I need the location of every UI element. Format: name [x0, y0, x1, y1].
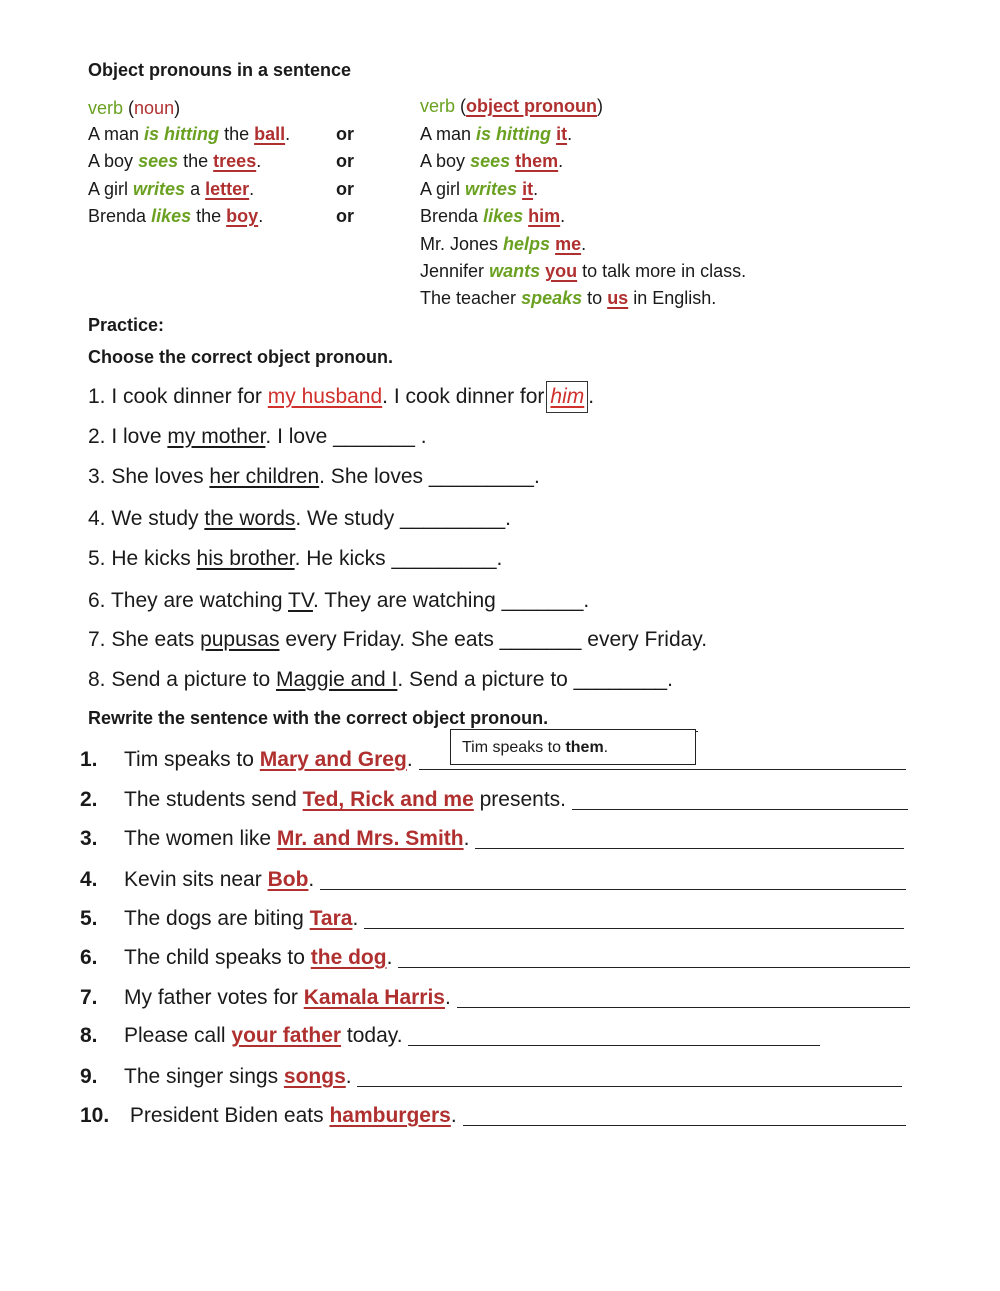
practice-prefix: 1. I cook dinner for — [88, 385, 268, 408]
example-subject: Mr. Jones — [420, 234, 499, 254]
right-example-row — [420, 150, 563, 172]
example-subject: A boy — [88, 151, 134, 171]
page-title: Object pronouns in a sentence — [88, 60, 352, 80]
example-noun: letter — [205, 179, 250, 199]
practice-prefix: 2. I love — [88, 425, 168, 448]
example-article: the — [196, 206, 222, 226]
example-pronoun: them — [515, 151, 559, 171]
practice-suffix: . They are watching _______. — [312, 589, 590, 612]
example-answer-box: Tim speaks to them. — [450, 729, 696, 765]
rewrite-prefix: The singer sings — [124, 1065, 284, 1088]
example-rest: . — [560, 206, 566, 226]
practice-prefix: 3. She loves — [88, 465, 210, 488]
example-article: a — [190, 179, 201, 199]
example-subject: A man — [420, 124, 472, 144]
practice-prefix: 8. Send a picture to — [88, 668, 276, 691]
example-verb: helps — [503, 234, 551, 254]
example-preposition: to — [587, 288, 603, 308]
practice-noun: TV — [288, 589, 313, 612]
answer-blank[interactable] — [364, 906, 904, 929]
practice-item — [88, 381, 594, 413]
practice-suffix: . She loves _________. — [319, 465, 540, 488]
practice-item — [88, 588, 589, 614]
example-subject: Jennifer — [420, 261, 485, 281]
example-article: the — [224, 124, 250, 144]
right-column-header: verb (object pronoun) — [420, 96, 604, 116]
noun-label: noun — [134, 98, 175, 118]
or-label: or — [336, 124, 354, 144]
example-period: . — [249, 179, 255, 199]
rewrite-item — [80, 786, 920, 814]
right-example-row — [420, 123, 572, 145]
rewrite-number: 4. — [80, 868, 98, 891]
example-rest: to talk more in class. — [577, 261, 747, 281]
rewrite-number: 5. — [80, 907, 98, 930]
practice-prefix: 5. He kicks — [88, 547, 197, 570]
rewrite-number: 1. — [80, 748, 98, 771]
practice-noun: my husband — [267, 385, 383, 408]
rewrite-item — [80, 1063, 920, 1091]
example-rest: in English. — [628, 288, 717, 308]
example-verb: sees — [138, 151, 179, 171]
rewrite-prefix: President Biden eats — [124, 1104, 330, 1127]
example-period: . — [285, 124, 291, 144]
rewrite-target: Bob — [267, 868, 309, 891]
rewrite-prefix: Please call — [124, 1024, 232, 1047]
rewrite-number: 8. — [80, 1024, 98, 1047]
rewrite-number: 9. — [80, 1065, 98, 1088]
rewrite-prefix: The dogs are biting — [124, 907, 310, 930]
rewrite-item — [80, 1022, 920, 1050]
left-example-row — [88, 205, 263, 227]
practice-prefix: 7. She eats — [88, 628, 201, 651]
right-example-row — [420, 178, 538, 200]
answer-blank[interactable] — [475, 826, 904, 849]
rewrite-number: 3. — [80, 827, 98, 850]
practice-item — [88, 627, 707, 653]
example-pronoun: it — [522, 179, 534, 199]
object-pronoun-label: object pronoun — [466, 96, 598, 116]
rewrite-prefix: My father votes for — [124, 986, 304, 1009]
rewrite-suffix: . — [406, 748, 413, 771]
right-example-row — [420, 260, 746, 282]
example-pronoun: him — [528, 206, 561, 226]
practice-suffix: . I love _______ . — [265, 425, 427, 448]
rewrite-label: Rewrite the sentence with the correct object pronoun. — [88, 708, 549, 728]
rewrite-suffix: . — [450, 1104, 457, 1127]
rewrite-suffix: . — [345, 1065, 352, 1088]
example-verb: writes — [465, 179, 518, 199]
practice-noun: his brother — [196, 547, 295, 570]
practice-suffix: every Friday. She eats _______ every Friday. — [279, 628, 708, 651]
practice-noun: her children — [209, 465, 320, 488]
rewrite-number: 6. — [80, 946, 98, 969]
or-label: or — [336, 179, 354, 199]
rewrite-item — [80, 944, 920, 972]
example-rest: . — [567, 124, 573, 144]
example-verb: likes — [151, 206, 192, 226]
rewrite-suffix: . — [444, 986, 451, 1009]
rewrite-suffix: . — [463, 827, 470, 850]
answer-blank[interactable] — [457, 985, 910, 1008]
example-pronoun: it — [556, 124, 568, 144]
practice-answer-box: him — [546, 381, 588, 413]
rewrite-target: Mr. and Mrs. Smith — [276, 827, 464, 850]
right-example-row — [420, 233, 586, 255]
rewrite-suffix: . — [352, 907, 359, 930]
example-subject: A man — [88, 124, 140, 144]
rewrite-item — [80, 866, 920, 894]
rewrite-suffix: presents. — [473, 788, 567, 811]
rewrite-suffix: . — [386, 946, 393, 969]
answer-blank[interactable] — [398, 945, 910, 968]
practice-suffix: . I cook dinner for — [382, 385, 545, 408]
example-noun: trees — [213, 151, 257, 171]
practice-item — [88, 506, 511, 532]
example-subject: Brenda — [420, 206, 479, 226]
left-example-row — [88, 178, 254, 200]
example-rest: . — [558, 151, 564, 171]
example-subject: A girl — [88, 179, 129, 199]
rewrite-target: Kamala Harris — [303, 986, 445, 1009]
right-example-row — [420, 287, 716, 309]
example-verb: is hitting — [476, 124, 552, 144]
example-verb: sees — [470, 151, 511, 171]
answer-blank[interactable] — [463, 1103, 906, 1126]
example-verb: speaks — [521, 288, 583, 308]
example-pronoun: you — [545, 261, 578, 281]
example-subject: Brenda — [88, 206, 147, 226]
rewrite-item — [80, 984, 920, 1012]
rewrite-target: songs — [283, 1065, 346, 1088]
left-example-row — [88, 123, 290, 145]
example-verb: writes — [133, 179, 186, 199]
practice-noun: Maggie and I — [275, 668, 398, 691]
answer-blank[interactable] — [357, 1064, 902, 1087]
rewrite-target: Mary and Greg — [259, 748, 407, 771]
rewrite-target: Ted, Rick and me — [302, 788, 474, 811]
example-verb: is hitting — [144, 124, 220, 144]
example-rest: . — [533, 179, 539, 199]
rewrite-item — [80, 1102, 920, 1130]
example-noun: boy — [226, 206, 259, 226]
rewrite-target: hamburgers — [329, 1104, 451, 1127]
left-column-header: verb (noun) — [88, 98, 181, 118]
left-example-row — [88, 150, 261, 172]
verb-label-right: verb — [420, 96, 456, 116]
rewrite-target: the dog — [310, 946, 387, 969]
practice-item — [88, 667, 673, 693]
rewrite-prefix: The child speaks to — [124, 946, 311, 969]
answer-blank[interactable] — [320, 867, 906, 890]
rewrite-number: 10. — [80, 1104, 110, 1127]
practice-item — [88, 546, 502, 572]
rewrite-target: Tara — [309, 907, 353, 930]
or-label: or — [336, 206, 354, 226]
example-subject: A boy — [420, 151, 466, 171]
rewrite-suffix: today. — [341, 1024, 403, 1047]
practice-period: . — [588, 385, 595, 408]
practice-item — [88, 424, 427, 450]
choose-label: Choose the correct object pronoun. — [88, 347, 394, 367]
rewrite-prefix: The women like — [124, 827, 277, 850]
practice-item — [88, 464, 540, 490]
verb-label: verb — [88, 98, 124, 118]
practice-suffix: . Send a picture to ________. — [397, 668, 673, 691]
example-verb: likes — [483, 206, 524, 226]
example-subject: The teacher — [420, 288, 517, 308]
rewrite-number: 2. — [80, 788, 98, 811]
right-example-row — [420, 205, 565, 227]
example-pronoun: me — [555, 234, 582, 254]
practice-noun: pupusas — [200, 628, 280, 651]
example-verb: wants — [489, 261, 541, 281]
answer-blank[interactable] — [408, 1023, 820, 1046]
rewrite-prefix: Kevin sits near — [124, 868, 268, 891]
rewrite-item — [80, 825, 920, 853]
practice-prefix: 6. They are watching — [88, 589, 289, 612]
example-period: . — [258, 206, 264, 226]
rewrite-item — [80, 905, 920, 933]
practice-prefix: 4. We study — [88, 507, 205, 530]
rewrite-target: your father — [231, 1024, 342, 1047]
rewrite-prefix: The students send — [124, 788, 303, 811]
example-noun: ball — [254, 124, 286, 144]
practice-label: Practice: — [88, 315, 165, 335]
practice-noun: the words — [204, 507, 296, 530]
example-rest: . — [581, 234, 587, 254]
answer-blank[interactable] — [572, 787, 908, 810]
practice-suffix: . We study _________. — [295, 507, 511, 530]
example-period: . — [256, 151, 262, 171]
practice-noun: my mother — [167, 425, 266, 448]
example-subject: A girl — [420, 179, 461, 199]
example-article: the — [183, 151, 209, 171]
rewrite-number: 7. — [80, 986, 98, 1009]
practice-suffix: . He kicks _________. — [294, 547, 503, 570]
or-label: or — [336, 151, 354, 171]
rewrite-suffix: . — [308, 868, 315, 891]
rewrite-prefix: Tim speaks to — [124, 748, 260, 771]
example-pronoun: us — [607, 288, 629, 308]
